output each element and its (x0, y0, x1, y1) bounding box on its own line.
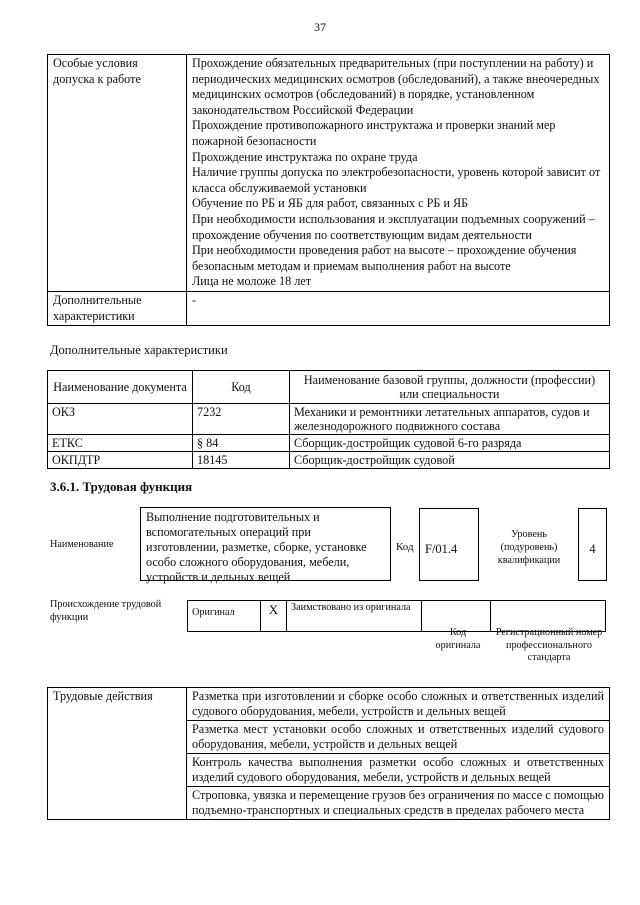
condition-line: Прохождение инструктажа по охране труда (192, 149, 418, 164)
condition-line: Прохождение обязательных предварительных (при поступлении на работу) и периодических медицинских осмотров (обследований), а также внеочередных медицинских осмотров (обследований) в порядке, установленном законодательством Российской Федерации (192, 56, 600, 117)
group-cell: Сборщик-достройщик судовой (290, 452, 610, 469)
code-cell: 7232 (193, 404, 290, 435)
conditions-label: Особые условия допуска к работе (48, 55, 187, 292)
doc-name-cell: ОКПДТР (48, 452, 193, 469)
action-item: Разметка мест установки особо сложных и ответственных изделий судового оборудования, мебели, устройств и дельных вещей (187, 721, 610, 754)
action-item: Разметка при изготовлении и сборке особо сложных и ответственных изделий судового оборудования, мебели, устройств и дельных вещей (187, 688, 610, 721)
actions-label: Трудовые действия (48, 688, 187, 820)
condition-line: Обучение по РБ и ЯБ для работ, связанных с РБ и ЯБ (192, 196, 469, 211)
table-row (48, 404, 610, 435)
codes-table (47, 370, 610, 469)
doc-name-cell: ЕТКС (48, 435, 193, 452)
action-item: Строповка, увязка и перемещение грузов без ограничения по массе с помощью подъемно-транспортных и специальных средств в пределах рабочего места (187, 787, 610, 820)
additional-caption: Дополнительные характеристики (50, 343, 228, 357)
origin-label: Происхождение трудовой функции (50, 599, 162, 623)
origin-code-label: Код оригинала (435, 627, 481, 651)
code-cell: § 84 (193, 435, 290, 452)
qualification-level-value: 4 (578, 508, 607, 581)
original-mark: X (261, 601, 287, 632)
actions-table (47, 687, 610, 820)
header-group-name: Наименование базовой группы, должности (профессии) или специальности (290, 371, 610, 404)
table-row (48, 435, 610, 452)
header-code: Код (193, 371, 290, 404)
condition-line: При необходимости использования и эксплуатации подъемных сооружений – прохождение обучения по соответствующим видам деятельности (192, 211, 595, 242)
conditions-table (47, 54, 610, 326)
qualification-level-label: Уровень (подуровень) квалификации (497, 529, 561, 566)
condition-line: При необходимости проведения работ на высоте – прохождение обучения безопасным методам и приемам выполнения работ на высоте (192, 243, 577, 273)
code-cell: 18145 (193, 452, 290, 469)
borrowed-label: Заимствовано из оригинала (287, 601, 422, 632)
conditions-value (187, 55, 610, 292)
function-name-value: Выполнение подготовительных и вспомогательных операций при изготовлении, разметке, сборке, установке особо сложного оборудования, мебели, устройств и дельных вещей (140, 507, 391, 581)
condition-line: Наличие группы допуска по электробезопасности, уровень которой зависит от класса обслуживаемой установки (192, 165, 601, 195)
additional-label: Дополнительные характеристики (48, 291, 187, 325)
original-label: Оригинал (188, 601, 261, 632)
additional-row (48, 291, 610, 325)
table-row (48, 452, 610, 469)
function-name-label: Наименование (50, 539, 114, 550)
page-number: 37 (314, 20, 326, 34)
table-row (48, 688, 610, 721)
function-code-value: F/01.4 (419, 508, 479, 581)
codes-header-row (48, 371, 610, 404)
header-doc-name: Наименование документа (48, 371, 193, 404)
group-cell: Механики и ремонтники летательных аппаратов, судов и железнодорожного подвижного состава (290, 404, 610, 435)
additional-value: - (187, 291, 610, 325)
condition-line: Прохождение противопожарного инструктажа и проверки знаний мер пожарной безопасности (192, 118, 556, 148)
action-item: Контроль качества выполнения разметки особо сложных и ответственных изделий судового оборудования, мебели, устройств и дельных вещей (187, 754, 610, 787)
doc-name-cell: ОКЗ (48, 404, 193, 435)
function-code-label: Код (396, 541, 414, 553)
conditions-row (48, 55, 610, 292)
condition-line: Лица не моложе 18 лет (192, 274, 312, 289)
reg-number-label: Регистрационный номер профессионального стандарта (495, 627, 603, 663)
group-cell: Сборщик-достройщик судовой 6-го разряда (290, 435, 610, 452)
function-title: 3.6.1. Трудовая функция (50, 479, 193, 494)
